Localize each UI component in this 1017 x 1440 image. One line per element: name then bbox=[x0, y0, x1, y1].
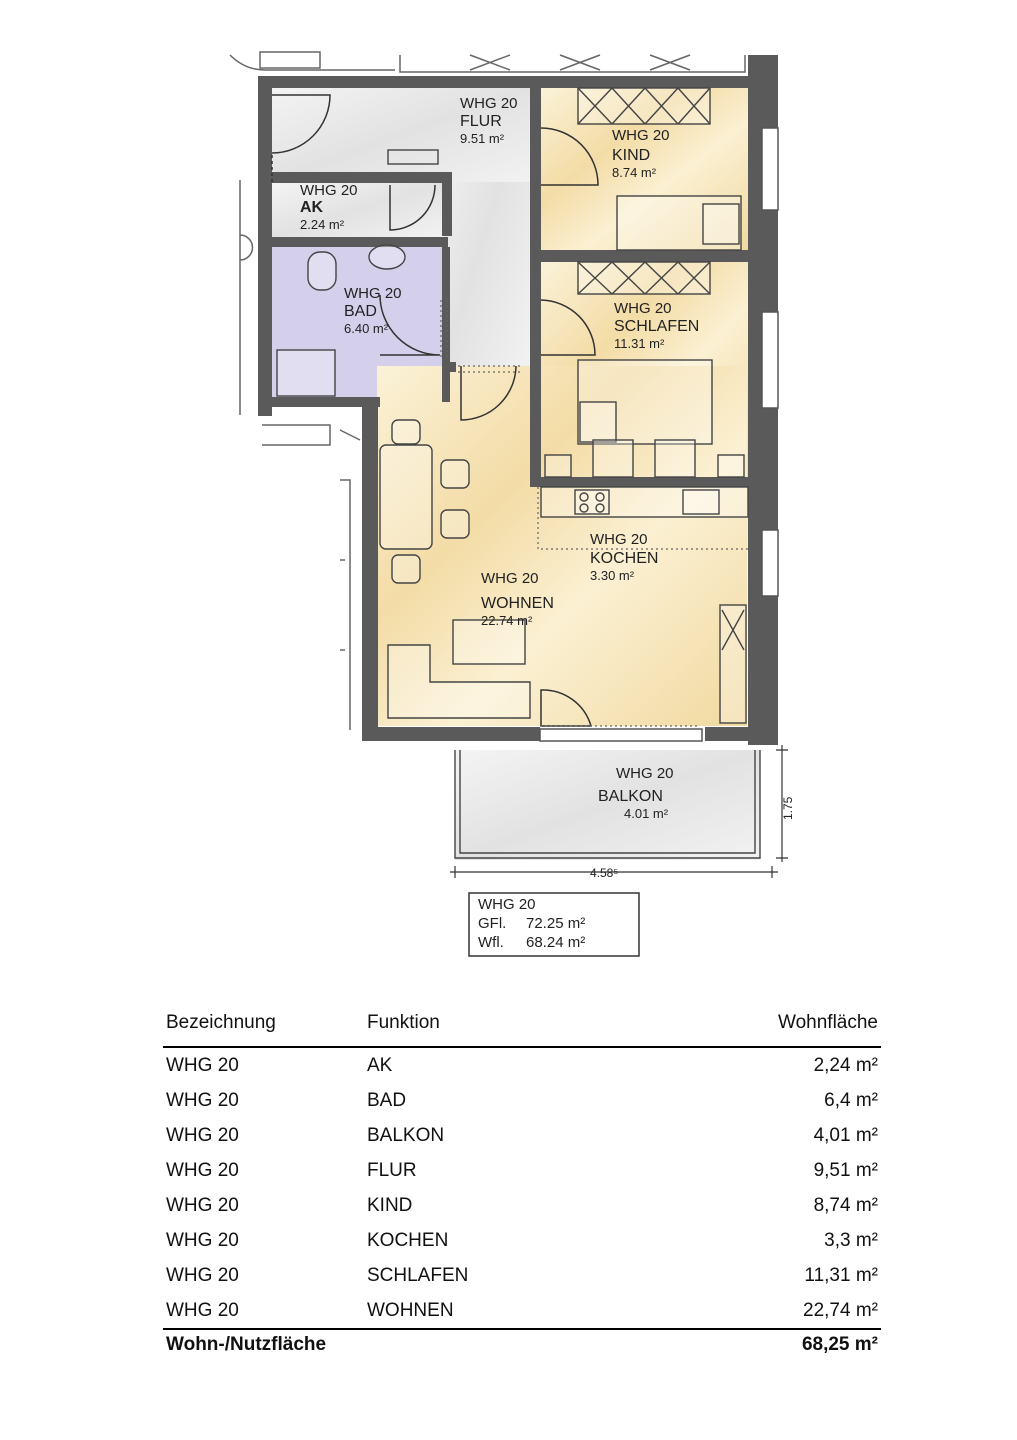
sink bbox=[683, 490, 719, 514]
cell-wohnflaeche: 4,01 m² bbox=[813, 1124, 878, 1146]
cell-funktion: WOHNEN bbox=[367, 1299, 454, 1321]
wall-flur-kind bbox=[530, 86, 541, 252]
wall-ak-right bbox=[442, 172, 452, 236]
cell-bezeichnung: WHG 20 bbox=[166, 1194, 239, 1216]
table-header-row bbox=[163, 1000, 881, 1047]
cell-bezeichnung: WHG 20 bbox=[166, 1054, 239, 1076]
table-row bbox=[163, 1223, 881, 1258]
room-area: 9.51 m² bbox=[460, 131, 505, 146]
nightstand-left bbox=[545, 455, 571, 477]
washbasin bbox=[369, 245, 405, 269]
cell-bezeichnung: WHG 20 bbox=[166, 1159, 239, 1181]
cell-bezeichnung: WHG 20 bbox=[166, 1124, 239, 1146]
table-row bbox=[163, 1083, 881, 1118]
wall-flur-wohnen bbox=[444, 362, 456, 372]
shower bbox=[277, 350, 335, 396]
wall-bottom-left bbox=[362, 727, 540, 741]
pillow-kind bbox=[703, 204, 739, 244]
cell-funktion: KIND bbox=[367, 1194, 413, 1216]
header-wohnflaeche: Wohnfläche bbox=[778, 1012, 878, 1033]
room-unit: WHG 20 bbox=[616, 765, 674, 782]
toilet bbox=[308, 252, 336, 290]
table-row bbox=[163, 1153, 881, 1188]
nightstand-far bbox=[718, 455, 744, 477]
summary-wfl-label: Wfl. bbox=[478, 934, 504, 951]
wardrobe-schlafen bbox=[578, 262, 710, 294]
summary-gfl-value: 72.25 m² bbox=[526, 915, 586, 932]
dimension-width: 4.58⁵ bbox=[590, 866, 619, 880]
table-row bbox=[163, 1188, 881, 1223]
cell-bezeichnung: WHG 20 bbox=[166, 1299, 239, 1321]
summary-wfl-value: 68.24 m² bbox=[526, 934, 586, 951]
table-total-row bbox=[163, 1329, 881, 1360]
wall-top bbox=[258, 76, 778, 88]
cabinet bbox=[720, 605, 746, 723]
cell-wohnflaeche: 9,51 m² bbox=[813, 1159, 878, 1181]
room-area: 6.40 m² bbox=[344, 321, 389, 336]
table-row bbox=[163, 1047, 881, 1083]
window-kind bbox=[762, 128, 778, 210]
wardrobe-kind bbox=[578, 88, 710, 124]
room-unit: WHG 20 bbox=[614, 300, 672, 317]
room-area: 4.01 m² bbox=[624, 806, 669, 821]
cell-bezeichnung: WHG 20 bbox=[166, 1089, 239, 1111]
header-bezeichnung: Bezeichnung bbox=[166, 1012, 276, 1033]
total-value: 68,25 m² bbox=[801, 1334, 878, 1355]
header-funktion: Funktion bbox=[367, 1012, 440, 1033]
total-label: Wohn-/Nutzfläche bbox=[166, 1334, 327, 1355]
wall-schlafen-left bbox=[530, 262, 541, 487]
cell-bezeichnung: WHG 20 bbox=[166, 1264, 239, 1286]
nightstand-right bbox=[655, 440, 695, 477]
dimension-depth: 1.75 bbox=[781, 796, 795, 820]
room-name: SCHLAFEN bbox=[614, 318, 700, 335]
cell-wohnflaeche: 8,74 m² bbox=[813, 1194, 878, 1216]
table-row bbox=[163, 1118, 881, 1153]
room-unit: WHG 20 bbox=[344, 285, 402, 302]
room-area: 22.74 m² bbox=[481, 613, 533, 628]
room-area: 11.31 m² bbox=[614, 336, 665, 351]
cell-bezeichnung: WHG 20 bbox=[166, 1229, 239, 1251]
room-unit: WHG 20 bbox=[612, 127, 670, 144]
room-name: KIND bbox=[612, 147, 651, 164]
balkon-floor bbox=[455, 750, 760, 860]
wall-bad-bottom bbox=[258, 397, 380, 407]
room-unit: WHG 20 bbox=[481, 570, 539, 587]
summary-unit: WHG 20 bbox=[478, 896, 536, 913]
sofa bbox=[380, 445, 432, 549]
wall-schlafen-bottom bbox=[530, 477, 750, 487]
balcony-door bbox=[540, 729, 702, 741]
room-area: 2.24 m² bbox=[300, 217, 345, 232]
room-name: BALKON bbox=[598, 788, 663, 805]
wall-ak-bad bbox=[258, 237, 448, 247]
cell-wohnflaeche: 6,4 m² bbox=[824, 1089, 878, 1111]
chair-2 bbox=[441, 460, 469, 488]
wall-kind-schlafen bbox=[530, 250, 750, 262]
room-unit: WHG 20 bbox=[460, 95, 518, 112]
summary-gfl-label: GFl. bbox=[478, 915, 507, 932]
chair-1 bbox=[392, 420, 420, 444]
cell-funktion: BAD bbox=[367, 1089, 407, 1111]
chair-4 bbox=[392, 555, 420, 583]
room-name: AK bbox=[300, 199, 324, 216]
cell-wohnflaeche: 3,3 m² bbox=[824, 1229, 878, 1251]
cell-wohnflaeche: 11,31 m² bbox=[804, 1264, 878, 1286]
cell-wohnflaeche: 22,74 m² bbox=[803, 1299, 878, 1321]
cell-funktion: KOCHEN bbox=[367, 1229, 449, 1251]
room-unit: WHG 20 bbox=[300, 182, 358, 199]
cell-wohnflaeche: 2,24 m² bbox=[813, 1054, 878, 1076]
room-area: 8.74 m² bbox=[612, 165, 657, 180]
room-area-table bbox=[163, 1000, 881, 1360]
pillow-schlafen bbox=[580, 402, 616, 442]
cell-funktion: BALKON bbox=[367, 1124, 445, 1146]
room-name: BAD bbox=[344, 303, 377, 320]
room-name: KOCHEN bbox=[590, 550, 659, 567]
wall-bottom-right bbox=[705, 727, 778, 741]
nightstand-mid bbox=[593, 440, 633, 477]
cell-funktion: AK bbox=[367, 1054, 393, 1076]
window-schlafen bbox=[762, 312, 778, 408]
cell-funktion: SCHLAFEN bbox=[367, 1264, 469, 1286]
room-name: WOHNEN bbox=[481, 595, 554, 612]
room-area: 3.30 m² bbox=[590, 568, 635, 583]
room-name: FLUR bbox=[460, 113, 502, 130]
chair-3 bbox=[441, 510, 469, 538]
wall-bad-right bbox=[442, 247, 450, 402]
cell-funktion: FLUR bbox=[367, 1159, 417, 1181]
table-row bbox=[163, 1293, 881, 1329]
wall-wohnen-left bbox=[362, 397, 378, 737]
table-row bbox=[163, 1258, 881, 1293]
window-wohnen bbox=[762, 530, 778, 596]
area-summary-box bbox=[469, 893, 639, 956]
room-unit: WHG 20 bbox=[590, 531, 648, 548]
